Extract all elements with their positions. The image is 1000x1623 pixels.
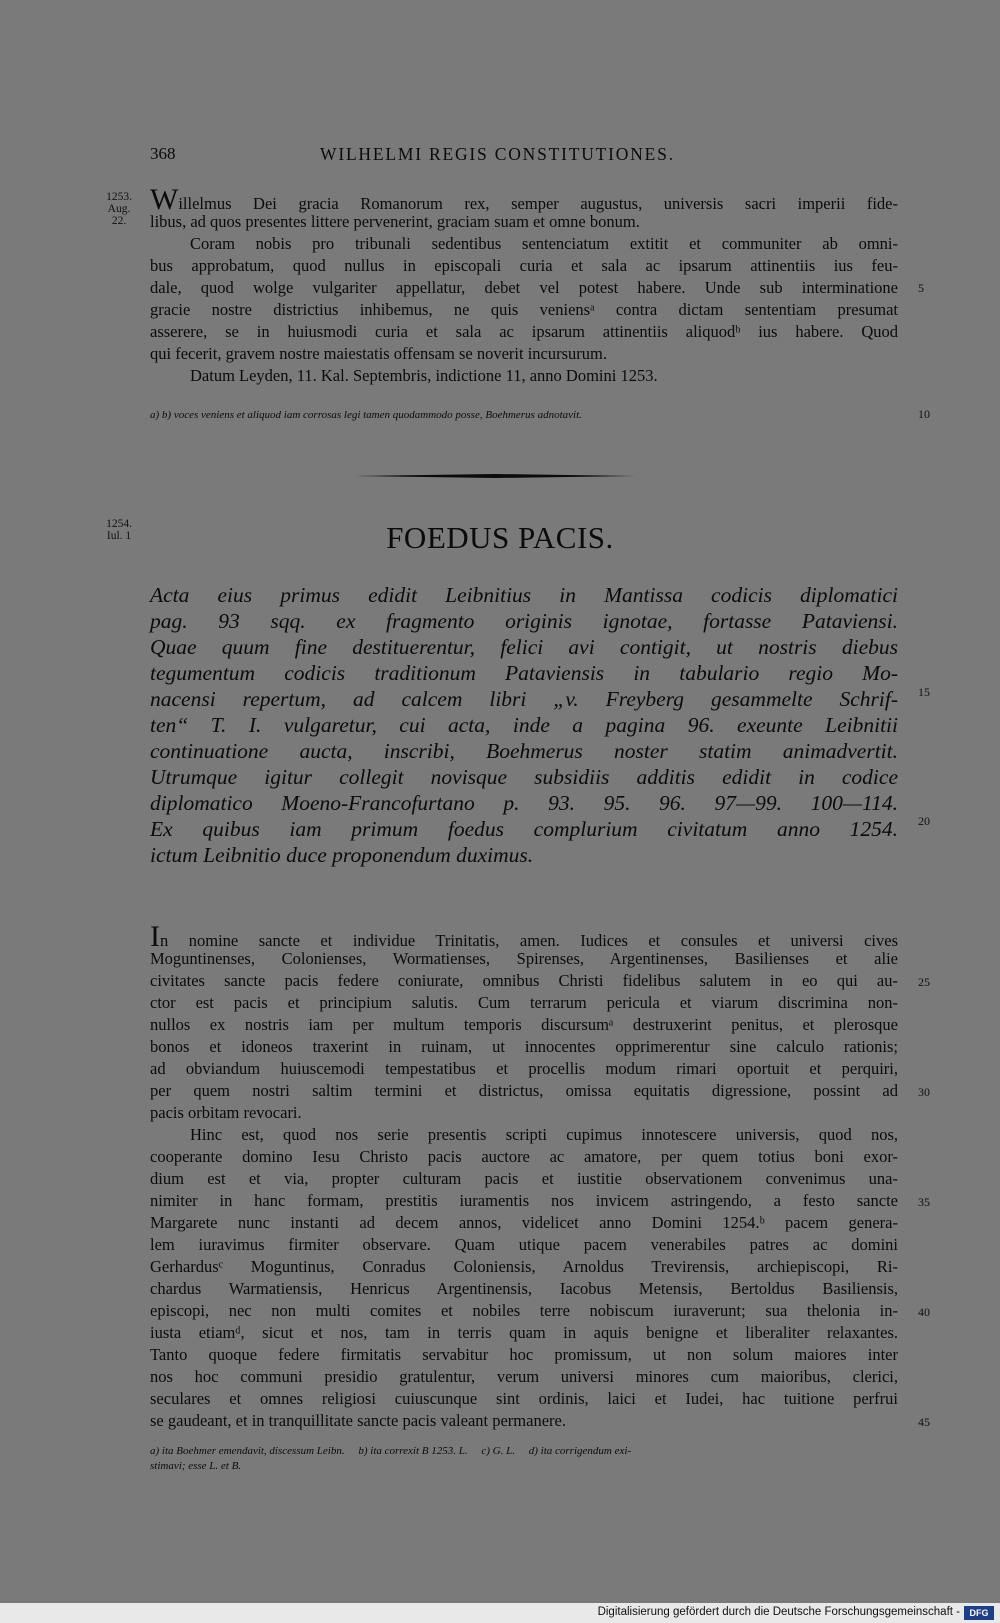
margin-line-number: 30	[918, 1085, 930, 1099]
body-line: per quem nostri saltim termini et districtus, omissa equitatis digressione, possint ad	[150, 1081, 898, 1100]
body-line: nimiter in hanc formam, prestitis iuramentis nos invicem astringendo, a festo sancte	[150, 1191, 898, 1210]
body-line: nullos ex nostris iam per multum temporis discursumᵃ destruxerint penitus, et plerosque	[150, 1015, 898, 1034]
body-line: ad obviandum huiuscemodi tempestatibus et procellis modum rimari oportuit et perquiri,	[150, 1059, 898, 1078]
doc1-line-7: asserere, se in huiusmodi curia et sala ac ipsarum attinentiis aliquodᵇ ius habere. Quod	[150, 322, 898, 341]
body-line: cooperante domino Iesu Christo pacis auctore ac amatore, per quem totius boni exor-	[150, 1147, 898, 1166]
doc1-line-1: Willelmus Dei gracia Romanorum rex, semper augustus, universis sacri imperii fide-	[150, 183, 898, 216]
intro-line: ictum Leibnitio duce proponendum duximus.	[150, 843, 534, 867]
doc1-line-2: libus, ad quos presentes littere pervenerint, graciam suam et omne bonum.	[150, 212, 640, 231]
body-line: iusta etiamᵈ, sicut et nos, tam in terris quam in aquis benigne et liberaliter relaxantes.	[150, 1323, 898, 1342]
body-line: se gaudeant, et in tranquillitate sancte pacis valeant permanere.	[150, 1411, 566, 1430]
margin-line-number: 35	[918, 1195, 930, 1209]
body-line: dium est et via, propter culturam pacis et iustitie observationem convenimus una-	[150, 1169, 898, 1188]
body-line: seculares et omnes religiosi cuiuscunque sint ordinis, laici et Iudei, hac tuitione perfrui	[150, 1389, 898, 1408]
doc1-line-9: Datum Leyden, 11. Kal. Septembris, indictione 11, anno Domini 1253.	[190, 366, 658, 385]
doc1-line-8: qui fecerit, gravem nostre maiestatis offensam se noverit incursurum.	[150, 344, 607, 363]
intro-line: tegumentum codicis traditionum Pataviensis in tabulario regio Mo-	[150, 661, 898, 685]
intro-line: continuatione aucta, inscribi, Boehmerus noster statim animadvertit.	[150, 739, 898, 763]
margin-line-number: 40	[918, 1305, 930, 1319]
doc1-line-4: bus approbatum, quod nullus in episcopali curia et sala ac ipsarum attinentiis ius feu-	[150, 256, 898, 275]
margin-line-number: 5	[918, 281, 924, 295]
doc2-date: 1254. Iul. 1	[106, 518, 132, 542]
body-line: Margarete nunc instanti ad decem annos, videlicet anno Domini 1254.ᵇ pacem genera-	[150, 1213, 898, 1232]
margin-line-number: 45	[918, 1415, 930, 1429]
body-line: civitates sancte pacis federe coniurate, omnibus Christi fidelibus salutem in eo qui au-	[150, 971, 898, 990]
intro-line: pag. 93 sqq. ex fragmento originis ignotae, fortasse Pataviensi.	[150, 609, 898, 633]
body-line: nos hoc communi presidio gratulentur, verum universi minores cum maioribus, clerici,	[150, 1367, 898, 1386]
intro-line: nacensi repertum, ad calcem libri „v. Freyberg gesammelte Schrif-	[150, 687, 898, 711]
body-line: In nomine sancte et individue Trinitatis, amen. Iudices et consules et universi cives	[150, 920, 898, 953]
body-line: bonos et idoneos traxerint in ruinam, ut innocentes opprimerentur sine calculo rationis;	[150, 1037, 898, 1056]
doc1-date: 1253. Aug. 22.	[106, 191, 132, 227]
intro-line: ten“ T. I. vulgaretur, cui acta, inde a pagina 96. exeunte Leibnitii	[150, 713, 898, 737]
doc2-footnote-1: a) ita Boehmer emendavit, discessum Leibn. b) ita correxit B 1253. L. c) G. L. d) ita corrigendum exi-	[150, 1445, 632, 1457]
doc1-line-5: dale, quod wolge vulgariter appellatur, debet vel potest habere. Unde sub interminatione	[150, 278, 898, 297]
body-line: chardus Warmatiensis, Henricus Argentinensis, Iacobus Metensis, Bertoldus Basiliensis,	[150, 1279, 898, 1298]
margin-line-number: 20	[918, 814, 930, 828]
intro-line: diplomatico Moeno-Francofurtano p. 93. 95. 96. 97—99. 100—114.	[150, 791, 898, 815]
dfg-logo-icon: DFG	[964, 1606, 994, 1620]
doc1-line-6: gracie nostre districtius inhibemus, ne quis veniensᵃ contra dictam sententiam presumat	[150, 300, 898, 319]
body-line: pacis orbitam revocari.	[150, 1103, 302, 1122]
intro-line: Utrumque igitur collegit novisque subsidiis additis edidit in codice	[150, 765, 898, 789]
body-line: Gerhardusᶜ Moguntinus, Conradus Coloniensis, Arnoldus Trevirensis, archiepiscopi, Ri-	[150, 1257, 898, 1276]
margin-line-number: 10	[918, 407, 930, 421]
body-line: ctor est pacis et principium salutis. Cum terrarum pericula et viarum discrimina non-	[150, 993, 898, 1012]
intro-line: Ex quibus iam primum foedus complurium civitatum anno 1254.	[150, 817, 898, 841]
body-line: Tanto quoque federe firmitatis servabitur hoc promissum, ut non solum maiores inter	[150, 1345, 898, 1364]
doc1-line-3: Coram nobis pro tribunali sedentibus sentenciatum extitit et communiter ab omni-	[190, 234, 898, 253]
margin-line-number: 15	[918, 685, 930, 699]
margin-line-number: 25	[918, 975, 930, 989]
running-title: WILHELMI REGIS CONSTITUTIONES.	[320, 144, 675, 164]
body-line: Moguntinenses, Colonienses, Wormatienses, Spirenses, Argentinenses, Basilienses et alie	[150, 949, 898, 968]
doc2-footnote-2: stimavi; esse L. et B.	[150, 1460, 242, 1472]
intro-line: Acta eius primus edidit Leibnitius in Mantissa codicis diplomatici	[150, 583, 898, 607]
body-line: episcopi, nec non multi comites et nobiles terre nobiscum iuraverunt; sua thelonia in-	[150, 1301, 898, 1320]
body-line: lem iuravimus firmiter observare. Quam utique pacem venerabiles patres ac domini	[150, 1235, 898, 1254]
section-separator	[355, 474, 635, 478]
footer-credit: Digitalisierung gefördert durch die Deutsche Forschungsgemeinschaft -	[597, 1606, 960, 1618]
page-number: 368	[150, 144, 176, 163]
doc1-footnote: a) b) voces veniens et aliquod iam corrosas legi tamen quodammodo posse, Boehmerus adnotavit.	[150, 409, 582, 421]
doc2-title: FOEDUS PACIS.	[386, 520, 614, 555]
body-line: Hinc est, quod nos serie presentis scripti cupimus innotescere universis, quod nos,	[190, 1125, 898, 1144]
intro-line: Quae quum fine destituerentur, felici avi contigit, ut nostris diebus	[150, 635, 898, 659]
